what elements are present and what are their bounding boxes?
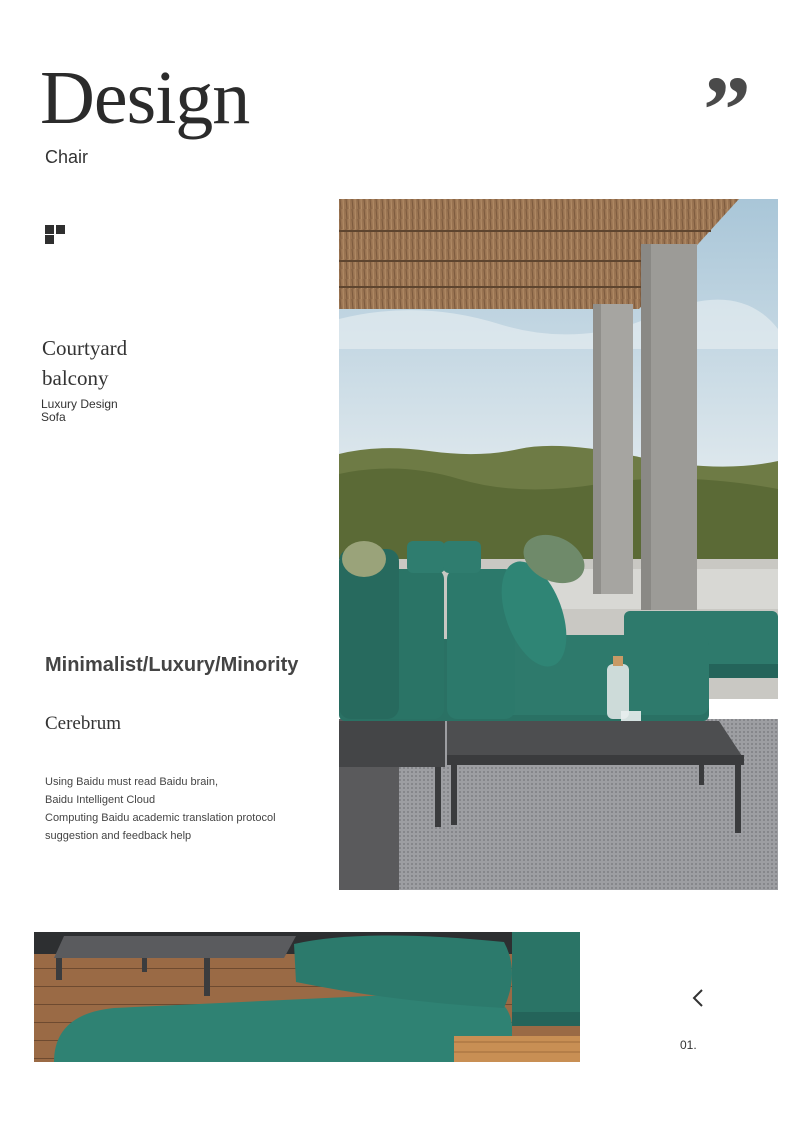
section-title: Cerebrum	[45, 713, 121, 734]
description-line: Using Baidu must read Baidu brain,	[45, 776, 219, 788]
feature-heading-line1: Courtyard	[42, 336, 128, 360]
description-line: Baidu Intelligent Cloud	[45, 794, 156, 806]
description-line: suggestion and feedback help	[45, 830, 192, 842]
feature-sub-line1: Luxury Design	[41, 397, 118, 411]
sofa-closeup-photo	[34, 932, 580, 1062]
quote-icon: ”	[703, 56, 751, 163]
sofa-terrace-photo	[339, 199, 778, 890]
feature-sub-line2: Sofa	[41, 410, 66, 424]
feature-heading-line2: balcony	[42, 366, 109, 390]
description-line: Computing Baidu academic translation protocol	[45, 812, 276, 824]
tagline: Minimalist/Luxury/Minority	[45, 654, 299, 676]
page-title: Design	[40, 56, 250, 140]
grid-icon	[45, 225, 67, 245]
chevron-left-icon[interactable]	[688, 986, 708, 1010]
description	[45, 773, 276, 845]
page-subtitle: Chair	[45, 147, 89, 167]
page-number: 01.	[680, 1038, 697, 1052]
